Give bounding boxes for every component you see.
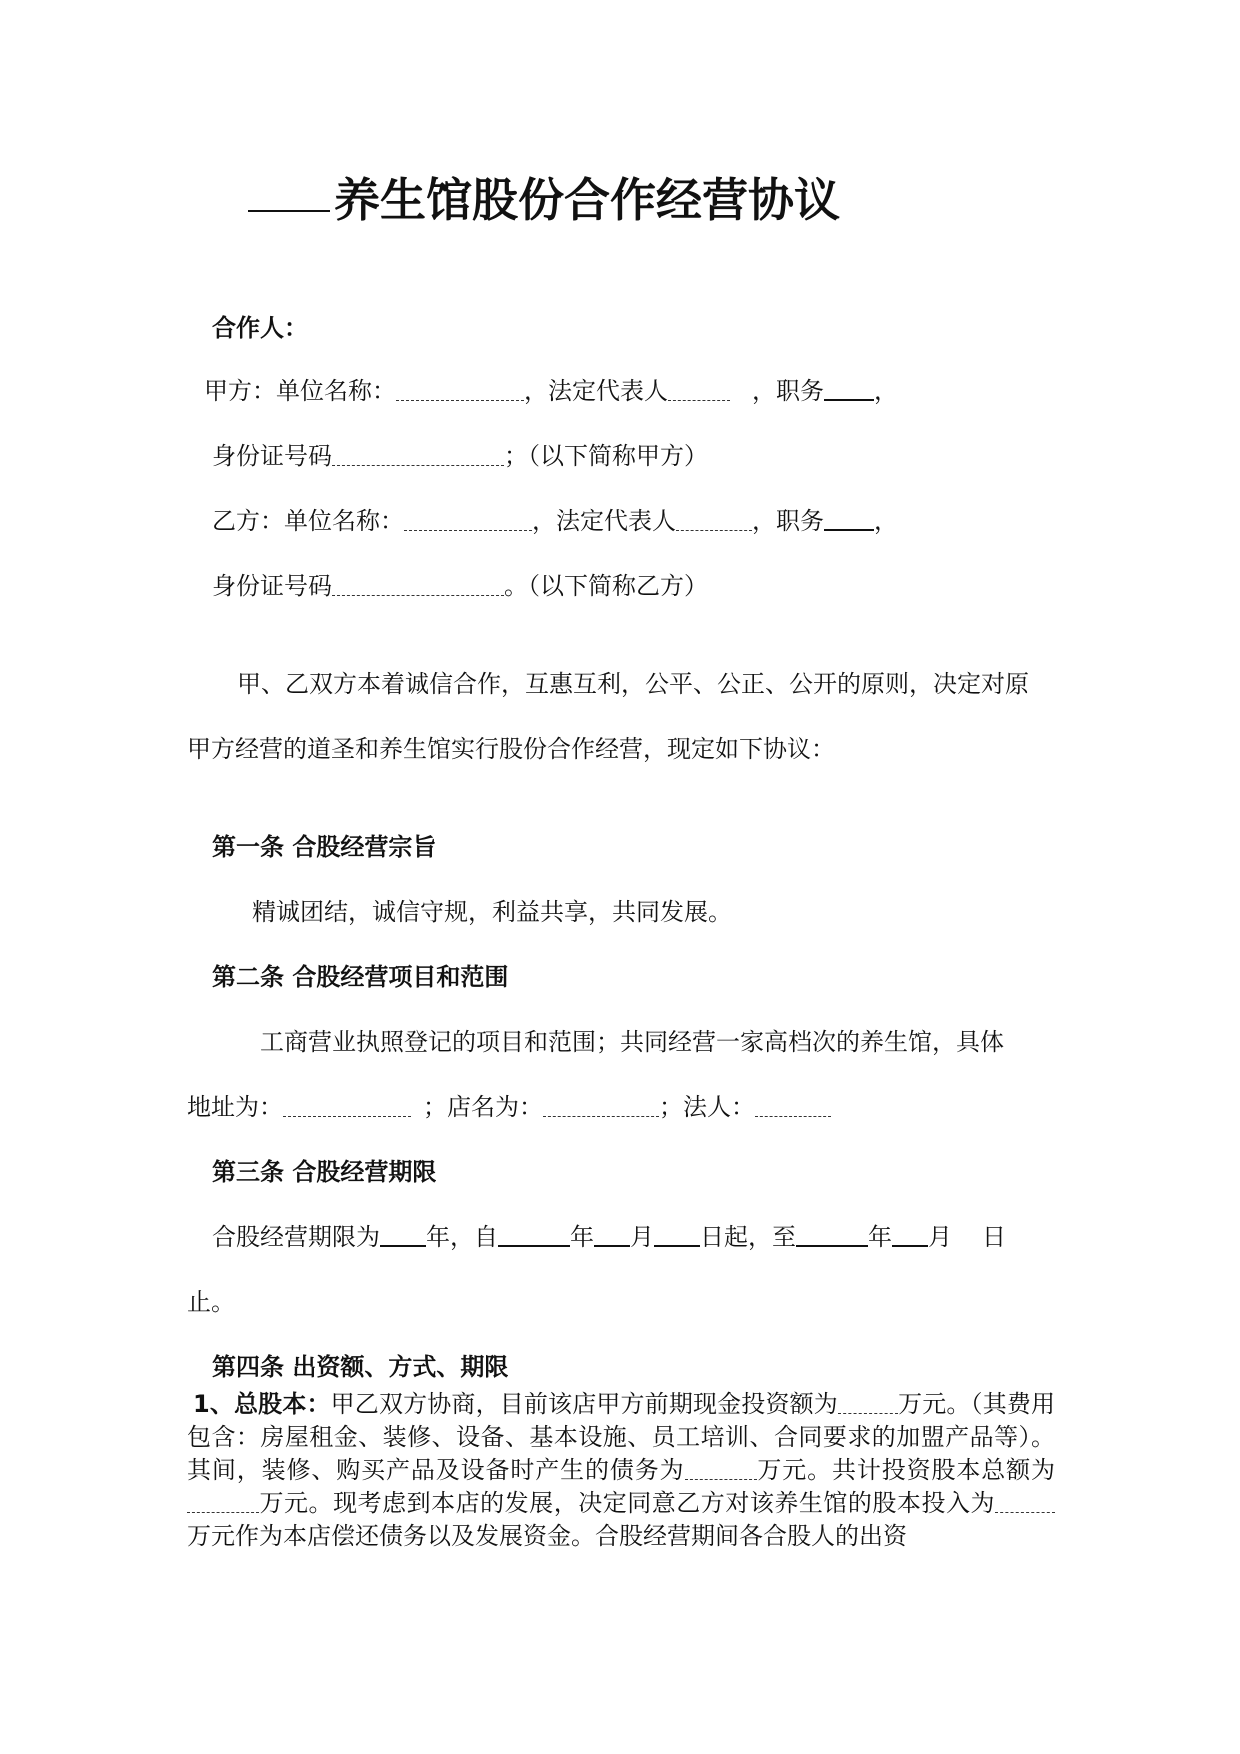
intro-line-2: 甲方经营的道圣和养生馆实行股份合作经营，现定如下协议：: [187, 735, 835, 763]
party-b-position-blank[interactable]: [824, 509, 874, 531]
start-year-blank[interactable]: [498, 1225, 570, 1247]
total-capital-label: 1、总股本: [193, 1390, 307, 1418]
article-4-paragraph: 1、总股本：甲乙双方协商，目前该店甲方前期现金投资额为 万元。（其费用包含：房屋租金、装修、设备、基本设施、员工培训、合同要求的加盟产品等）。其间，装修、购买产品及设备时产生的债务为 万元。共计投资股本总额为万元。现考虑到本店的发展，决定同意乙方对该养生馆的股本投入为万元作为本店偿还债务以及发展资金。合股经营期间各合股人的出资: [187, 1390, 1056, 1550]
party-b-id-line: [212, 570, 708, 602]
party-a-rep-label: ，法定代表人: [524, 377, 668, 405]
party-b-id-label: 身份证号码: [212, 572, 332, 600]
party-a-line: 甲方：单位名称： ，法定代表人 ，职务 ，: [204, 377, 898, 405]
article-1-body: 精诚团结，诚信守规，利益共享，共同发展。: [252, 898, 732, 926]
party-b-unit-label: 乙方：单位名称：: [212, 507, 404, 535]
party-a-id-suffix: ；（以下简称甲方）: [504, 442, 708, 470]
intro-line-1: 甲、乙双方本着诚信合作，互惠互利，公平、公正、公开的原则，决定对原: [237, 670, 1029, 698]
title-blank: [248, 210, 330, 212]
party-b-rep-label: ，法定代表人: [532, 507, 676, 535]
address-blank[interactable]: [283, 1096, 411, 1117]
article-3-line-2: 止。: [187, 1288, 235, 1316]
article-3-term-line: 合股经营期限为 年，自 年 月 日起，至 年 月 日: [212, 1223, 1006, 1251]
article-4-heading: 第四条 出资额、方式、期限: [212, 1353, 509, 1381]
party-b-investment-blank[interactable]: [995, 1492, 1055, 1513]
store-name-label: ；店名为：: [423, 1093, 543, 1121]
party-a-id-line: [212, 440, 708, 472]
party-a-position-blank[interactable]: [824, 379, 874, 401]
total-capital-blank[interactable]: [187, 1492, 259, 1513]
party-a-rep-blank[interactable]: [668, 380, 730, 401]
store-name-blank[interactable]: [543, 1096, 659, 1117]
party-a-id-blank[interactable]: [332, 445, 504, 466]
legal-person-blank[interactable]: [755, 1096, 831, 1117]
party-a-position-label: ，职务: [752, 377, 824, 405]
article-1-heading: 第一条 合股经营宗旨: [212, 833, 437, 861]
debt-blank[interactable]: [685, 1459, 757, 1480]
legal-person-label: ；法人：: [659, 1093, 755, 1121]
term-years-blank[interactable]: [380, 1225, 426, 1247]
party-b-rep-blank[interactable]: [676, 510, 752, 531]
article-2-line-2: [187, 1091, 831, 1123]
start-day-blank[interactable]: [654, 1225, 700, 1247]
party-b-line: 乙方：单位名称： ，法定代表人 ，职务 ，: [212, 507, 898, 535]
party-b-id-blank[interactable]: [332, 575, 504, 596]
end-year-blank[interactable]: [796, 1225, 868, 1247]
party-a-unit-blank[interactable]: [396, 380, 524, 401]
document-title: 养生馆股份合作经营协议: [248, 170, 840, 230]
start-month-blank[interactable]: [594, 1225, 630, 1247]
party-b-position-label: ，职务: [752, 507, 824, 535]
initial-investment-blank[interactable]: [838, 1393, 898, 1414]
article-2-line-1: 工商营业执照登记的项目和范围；共同经营一家高档次的养生馆，具体: [260, 1028, 1004, 1056]
party-a-id-label: 身份证号码: [212, 442, 332, 470]
end-month-blank[interactable]: [892, 1225, 928, 1247]
party-a-unit-label: 甲方：单位名称：: [204, 377, 396, 405]
article-3-heading: 第三条 合股经营期限: [212, 1158, 437, 1186]
parties-heading: 合作人：: [212, 314, 308, 342]
address-label: 地址为：: [187, 1093, 283, 1121]
party-b-id-suffix: 。（以下简称乙方）: [504, 572, 708, 600]
article-2-heading: 第二条 合股经营项目和范围: [212, 963, 509, 991]
party-b-unit-blank[interactable]: [404, 510, 532, 531]
